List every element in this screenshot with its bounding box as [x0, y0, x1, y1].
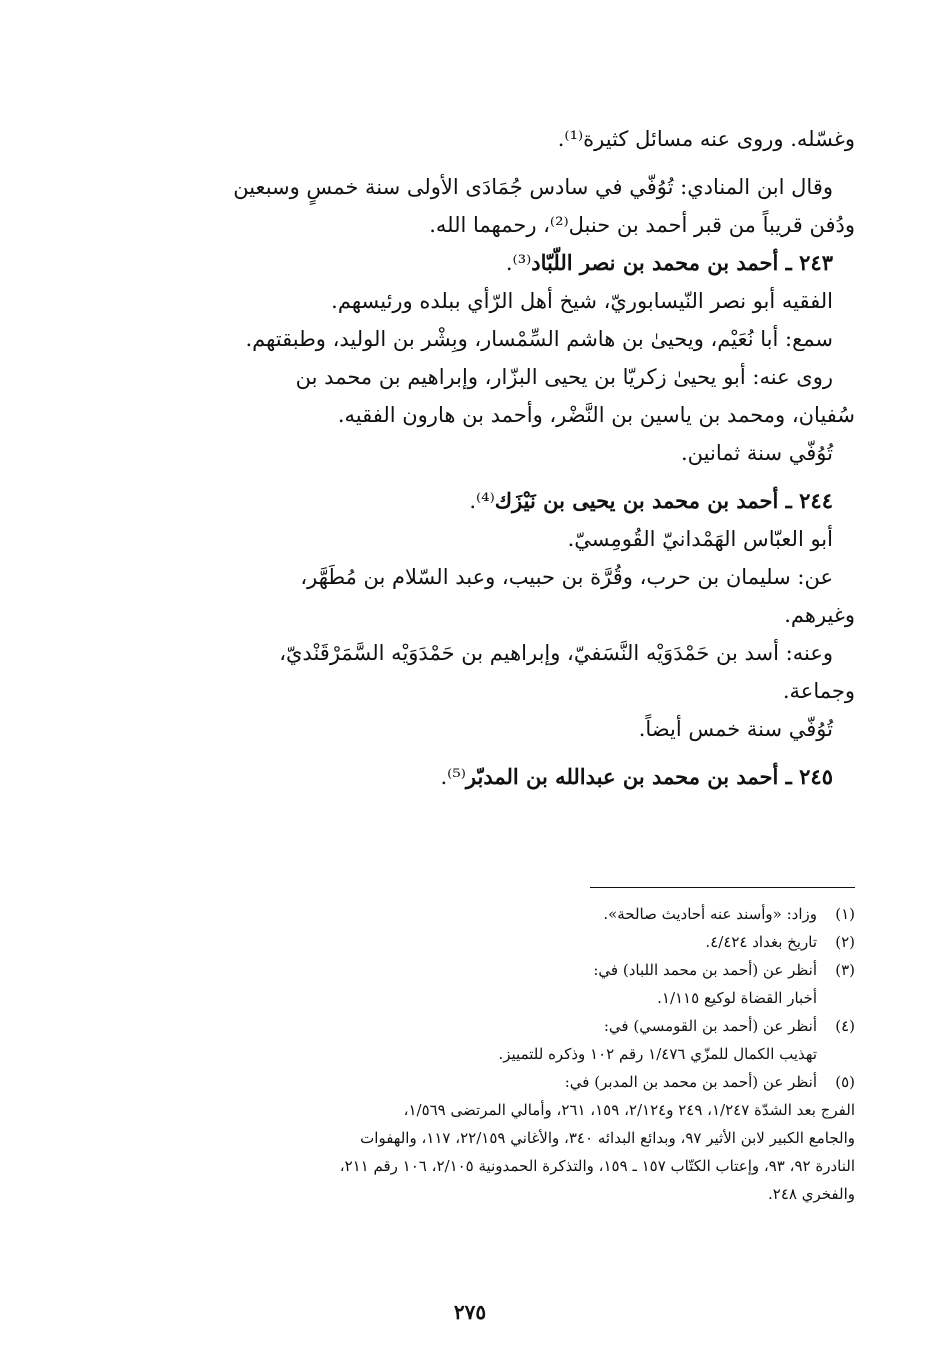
- text-line: سُفيان، ومحمد بن ياسين بن النَّضْر، وأحمد بن هارون الفقيه.: [337, 403, 855, 427]
- footnote-4-source: تهذيب الكمال للمزّي ١/٤٧٦ رقم ١٠٢ وذكره للتمييز.: [498, 1045, 817, 1063]
- entry-heading-243: ٢٤٣ ـ أحمد بن محمد بن نصر اللّبّاد⁽³⁾.: [505, 250, 833, 275]
- footnote-5-source-line: والجامع الكبير لابن الأثير ٩٧، وبدائع البدائه ٣٤٠، والأغاني ٢٢/١٥٩، ١١٧، والهفوات: [360, 1129, 855, 1147]
- footnote-3: (٣)أنظر عن (أحمد بن محمد اللباد) في:: [593, 961, 855, 979]
- main-text: [135, 120, 855, 796]
- text-line: عن: سليمان بن حرب، وقُرَّة بن حبيب، وعبد السّلام بن مُطَهَّر،: [300, 565, 833, 589]
- text-line: أبو العبّاس الهَمْدانيّ القُومِسيّ.: [567, 527, 833, 551]
- text-line: تُوُفّي سنة ثمانين.: [680, 441, 833, 465]
- footnote-4: (٤)أنظر عن (أحمد بن القومسي) في:: [603, 1017, 855, 1035]
- footnote-3-source: أخبار القضاة لوكيع ١/١١٥.: [657, 989, 817, 1007]
- footnote-separator: [590, 887, 855, 888]
- text-line: وغسّله. وروى عنه مسائل كثيرة⁽¹⁾.: [557, 127, 855, 151]
- text-line: ودُفن قريباً من قبر أحمد بن حنبل⁽²⁾، رحمهما الله.: [429, 213, 855, 237]
- text-line: تُوُفّي سنة خمس أيضاً.: [638, 717, 833, 741]
- entry-heading-244: ٢٤٤ ـ أحمد بن محمد بن يحيى بن نَيْزَك⁽⁴⁾.: [469, 488, 833, 513]
- footnote-5-source-line: النادرة ٩٢، ٩٣، وإعتاب الكتّاب ١٥٧ ـ ١٥٩، والتذكرة الحمدونية ٢/١٠٥، ١٠٦ رقم ٢١١،: [339, 1157, 855, 1175]
- text-line: وقال ابن المنادي: تُوُفّي في سادس جُمَادَى الأولى سنة خمسٍ وسبعين: [233, 175, 833, 199]
- text-line: روى عنه: أبو يحيىٰ زكريّا بن يحيى البزّار، وإبراهيم بن محمد بن: [295, 365, 833, 389]
- text-line: وغيرهم.: [784, 603, 855, 627]
- text-line: وجماعة.: [782, 679, 855, 703]
- footnote-5-source-line: الفرج بعد الشدّة ١/٢٤٧، ٢٤٩ و٢/١٢٤، ١٥٩، ٢٦١، وأمالي المرتضى ١/٥٦٩،: [403, 1101, 855, 1119]
- footnote-2: (٢)تاريخ بغداد ٤/٤٢٤.: [705, 933, 855, 951]
- entry-heading-245: ٢٤٥ ـ أحمد بن محمد بن عبدالله بن المدبّر⁽⁵⁾.: [440, 764, 833, 789]
- footnote-5-source-line: والفخري ٢٤٨.: [768, 1185, 855, 1203]
- page-number: ٢٧٥: [453, 1300, 487, 1324]
- footnote-5: (٥)أنظر عن (أحمد بن محمد بن المدبر) في:: [564, 1073, 855, 1091]
- text-line: وعنه: أسد بن حَمْدَوَيْه النَّسَفيّ، وإبراهيم بن حَمْدَوَيْه السَّمَرْقَنْديّ،: [279, 641, 833, 665]
- footnotes: [135, 900, 855, 1208]
- text-line: سمع: أبا نُعَيْم، ويحيىٰ بن هاشم السِّمْسار، وبِشْر بن الوليد، وطبقتهم.: [245, 327, 833, 351]
- footnote-1: (١)وزاد: «وأسند عنه أحاديث صالحة».: [603, 905, 855, 923]
- text-line: الفقيه أبو نصر النّيسابوريّ، شيخ أهل الرّأي ببلده ورئيسهم.: [331, 289, 833, 313]
